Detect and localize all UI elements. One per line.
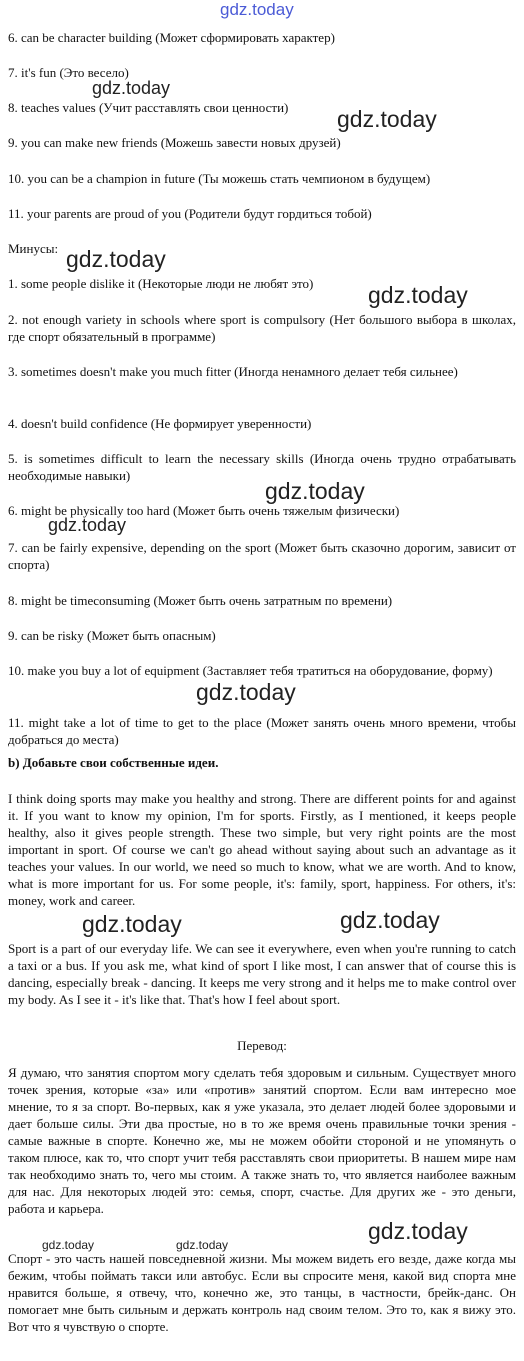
watermark: gdz.today [92,78,171,98]
list-item: 1. some people dislike it (Некоторые люди не любят это) [8,276,314,291]
list-item: 8. might be timeconsuming (Может быть очень затратным по времени) [8,593,393,608]
watermark: gdz.today [66,246,166,272]
russian-paragraph: Я думаю, что занятия спортом могу сделать тебя здоровым и сильным. Существует много точек зрения, которые «за» или «против» занятий спортом. Если вам интересно мое мнение, то я за спорт. Во-первых, как я уже указала, это делает людей более здоровыми и дает больше силы. Эти два простые, но в то же время очень правильные точки зрения - самые важные в спорте. Конечно же, мы не можем обойти стороной и не упомянуть о таком плюсе, как то, что спорт учит тебя расставлять свои приоритеты. В нашем мире нам так необходимо знать то, чего мы стоим. А также знать то, что является наиболее важным для нас. Для некоторых людей это: семья, спорт, счастье. Для других же - это деньги, работа и карьера. [8,1065,516,1216]
list-item: 5. is sometimes difficult to learn the necessary skills (Иногда очень трудно отрабатывать необходимые навыки) [8,451,516,483]
list-item: 9. you can make new friends (Можешь завести новых друзей) [8,135,341,150]
list-item: 9. can be risky (Может быть опасным) [8,628,216,643]
list-item: 2. not enough variety in schools where sport is compulsory (Нет большого выбора в школах, где спорт обязательный в программе) [8,312,516,344]
list-item: 7. it's fun (Это весело) [8,65,129,80]
list-item: 6. can be character building (Может сформировать характер) [8,30,335,45]
list-item: 8. teaches values (Учит расставлять свои ценности) [8,100,289,115]
watermark: gdz.today [82,911,182,937]
watermark: gdz.today [48,515,127,535]
list-item: 10. make you buy a lot of equipment (Заставляет тебя тратиться на оборудование, форму) [8,663,493,678]
watermark: gdz.today [42,1238,95,1252]
cons-heading: Минусы: [8,241,59,256]
english-paragraph: Sport is a part of our everyday life. We can see it everywhere, even when you're running to catch a taxi or a bus. If you ask me, what kind of sport I like most, I can answer that of course this is dancing, especially break - dancing. It keeps me very strong and it helps me to make control over my body. As I see it - it's like that. That's how I feel about sport. [8,941,516,1007]
watermark: gdz.today [176,1238,229,1252]
watermark: gdz.today [368,282,468,308]
list-item: 4. doesn't build confidence (Не формирует уверенности) [8,416,312,431]
english-paragraph: I think doing sports may make you healthy and strong. There are different points for and against it. If you want to know my opinion, I'm for sports. Firstly, as I mentioned, it keeps people healthy, also it gives people strength. These two simple, but very right points are the most important in sport. Of course we can't go ahead without saying about such an advantage as it teaches your values. In our world, we need so much to know, what we are worth. And to know, what is more important for us. For some people, it's: family, sport, happiness. For others, it's: money, work and career. [8,791,516,908]
translation-heading: Перевод: [237,1038,287,1053]
watermark: gdz.today [368,1218,468,1244]
list-item: 11. your parents are proud of you (Родители будут гордиться тобой) [8,206,372,221]
list-item: 10. you can be a champion in future (Ты можешь стать чемпионом в будущем) [8,171,431,186]
watermark: gdz.today [337,106,437,132]
section-heading: b) Добавьте свои собственные идеи. [8,755,219,770]
watermark: gdz.today [196,679,296,705]
list-item: 3. sometimes doesn't make you much fitter (Иногда ненамного делает тебя сильнее) [8,364,458,379]
list-item: 7. can be fairly expensive, depending on the sport (Может быть сказочно дорогим, зависит от спорта) [8,540,516,572]
list-item: 6. might be physically too hard (Может быть очень тяжелым физически) [8,503,400,518]
russian-paragraph: Спорт - это часть нашей повседневной жизни. Мы можем видеть его везде, даже когда мы бежим, чтобы поймать такси или автобус. Если вы спросите меня, какой вид спорта мне нравится больше, я отвечу, что, конечно же, это танцы, в частности, брейк-данс. Он помогает мне быть сильным и держать контроль над своим телом. Это то, как я вижу это. Вот что я чувствую о спорте. [8,1251,516,1334]
watermark: gdz.today [340,907,440,933]
watermark: gdz.today [265,478,365,504]
watermark-top: gdz.today [220,0,294,19]
list-item: 11. might take a lot of time to get to the place (Может занять очень много времени, чтобы добраться до места) [8,715,516,747]
